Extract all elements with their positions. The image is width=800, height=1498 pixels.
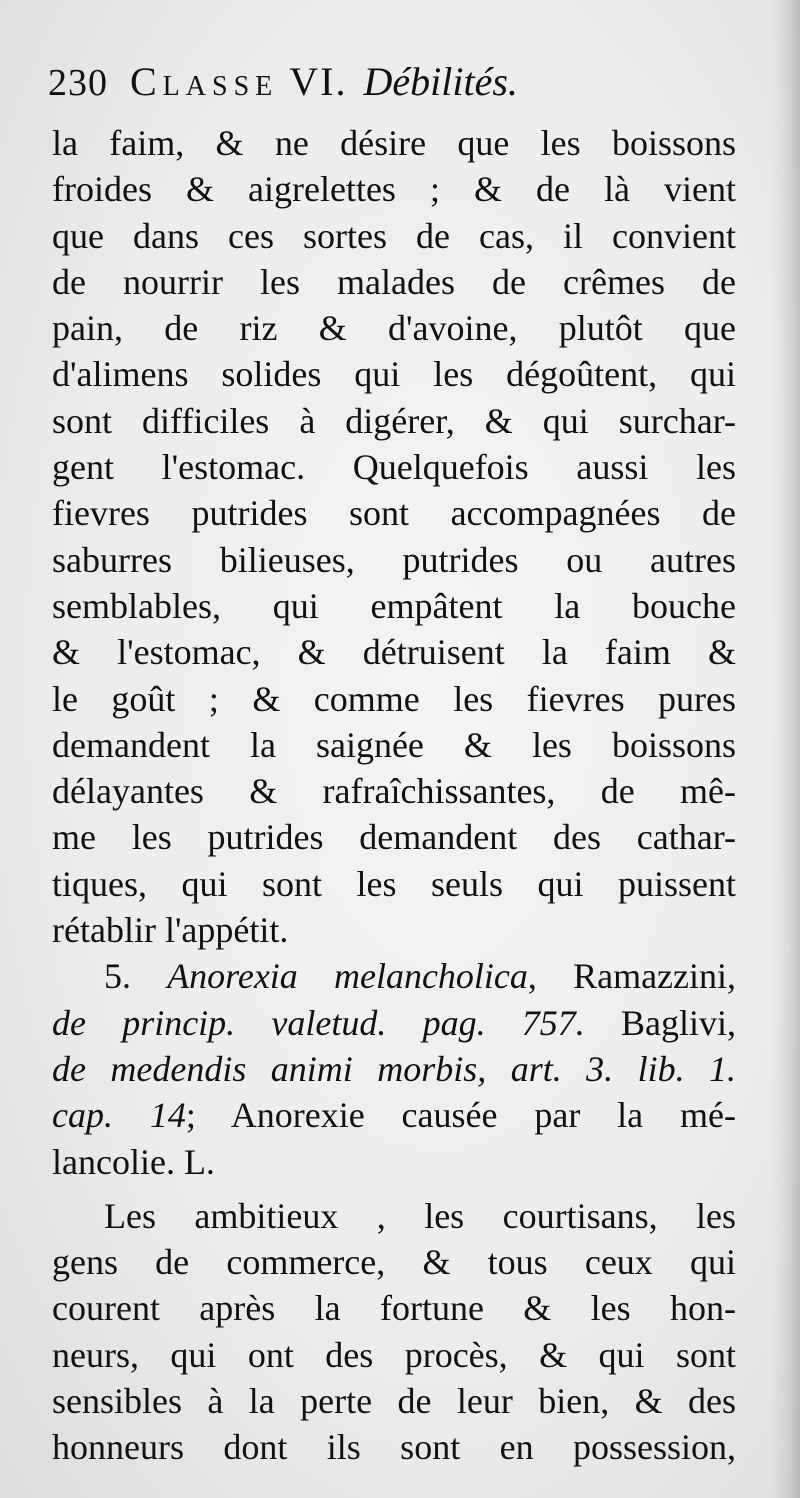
text-line: Les ambitieux , les courtisans, les	[104, 1195, 736, 1236]
paragraph-gap	[52, 1185, 736, 1193]
text-line: gent l'estomac. Quelquefois aussi les	[52, 447, 736, 488]
text-line: me les putrides demandent des cathar-	[52, 817, 736, 858]
text-line: semblables, qui empâtent la bouche	[52, 585, 736, 626]
text-line: & l'estomac, & détruisent la faim &	[52, 632, 736, 673]
text-line: fievres putrides sont accompagnées de	[52, 493, 736, 534]
classe-number: VI.	[289, 59, 348, 104]
citation-italic: cap. 14	[52, 1095, 186, 1136]
text-line: de medendis animi morbis, art. 3. lib. 1.	[52, 1048, 736, 1089]
text-line: la faim, & ne désire que les boissons	[52, 123, 736, 163]
section-title: Débilités.	[363, 59, 518, 104]
text-line: gens de commerce, & tous ceux qui	[52, 1242, 736, 1283]
paragraph-3	[52, 1193, 736, 1471]
citation-page: 757.	[521, 1002, 585, 1043]
entry-author: , Ramazzini,	[527, 956, 737, 997]
text-line: délayantes & rafraîchissantes, de mê-	[52, 771, 736, 812]
classe-label: Classe	[130, 59, 279, 104]
page-edge-shadow	[772, 0, 800, 1498]
text-line: sensibles à la perte de leur bien, & des	[52, 1381, 736, 1422]
text-line	[52, 1092, 736, 1138]
text-line: le goût ; & comme les fievres pures	[52, 678, 736, 719]
citation-italic: de princip. valetud. pag.	[52, 1002, 486, 1043]
text-line: tiques, qui sont les seuls qui puissent	[52, 863, 736, 904]
page-body	[52, 120, 736, 1471]
text-line: rétablir l'appétit.	[52, 910, 289, 951]
entry-number: 5.	[104, 956, 131, 997]
text-line: lancolie. L.	[52, 1141, 215, 1182]
text-line: honneurs dont ils sont en possession,	[52, 1427, 736, 1468]
text-line: pain, de riz & d'avoine, plutôt que	[52, 308, 736, 349]
text-line: froides & aigrelettes ; & de là vient	[52, 169, 736, 210]
paragraph-1	[52, 120, 736, 953]
entry-title: Anorexia melancholica	[167, 956, 528, 997]
text-line	[52, 1000, 736, 1046]
text-line: sont difficiles à digérer, & qui surchar-	[52, 400, 736, 441]
text-line: demandent la saignée & les boissons	[52, 724, 736, 765]
page-number: 230	[48, 62, 108, 104]
citation-text: ; Anorexie causée par la mé-	[185, 1095, 736, 1136]
text-line: d'alimens solides qui les dégoûtent, qui	[52, 354, 736, 395]
paragraph-2	[52, 953, 736, 1184]
text-line: courent après la fortune & les hon-	[52, 1288, 736, 1329]
running-header	[48, 58, 728, 114]
text-line: de nourrir les malades de crêmes de	[52, 261, 736, 302]
text-line: que dans ces sortes de cas, il convient	[52, 215, 736, 256]
text-line: saburres bilieuses, putrides ou autres	[52, 539, 736, 580]
citation-author: Baglivi,	[621, 1002, 737, 1043]
text-line	[52, 953, 736, 999]
text-line: neurs, qui ont des procès, & qui sont	[52, 1334, 736, 1375]
